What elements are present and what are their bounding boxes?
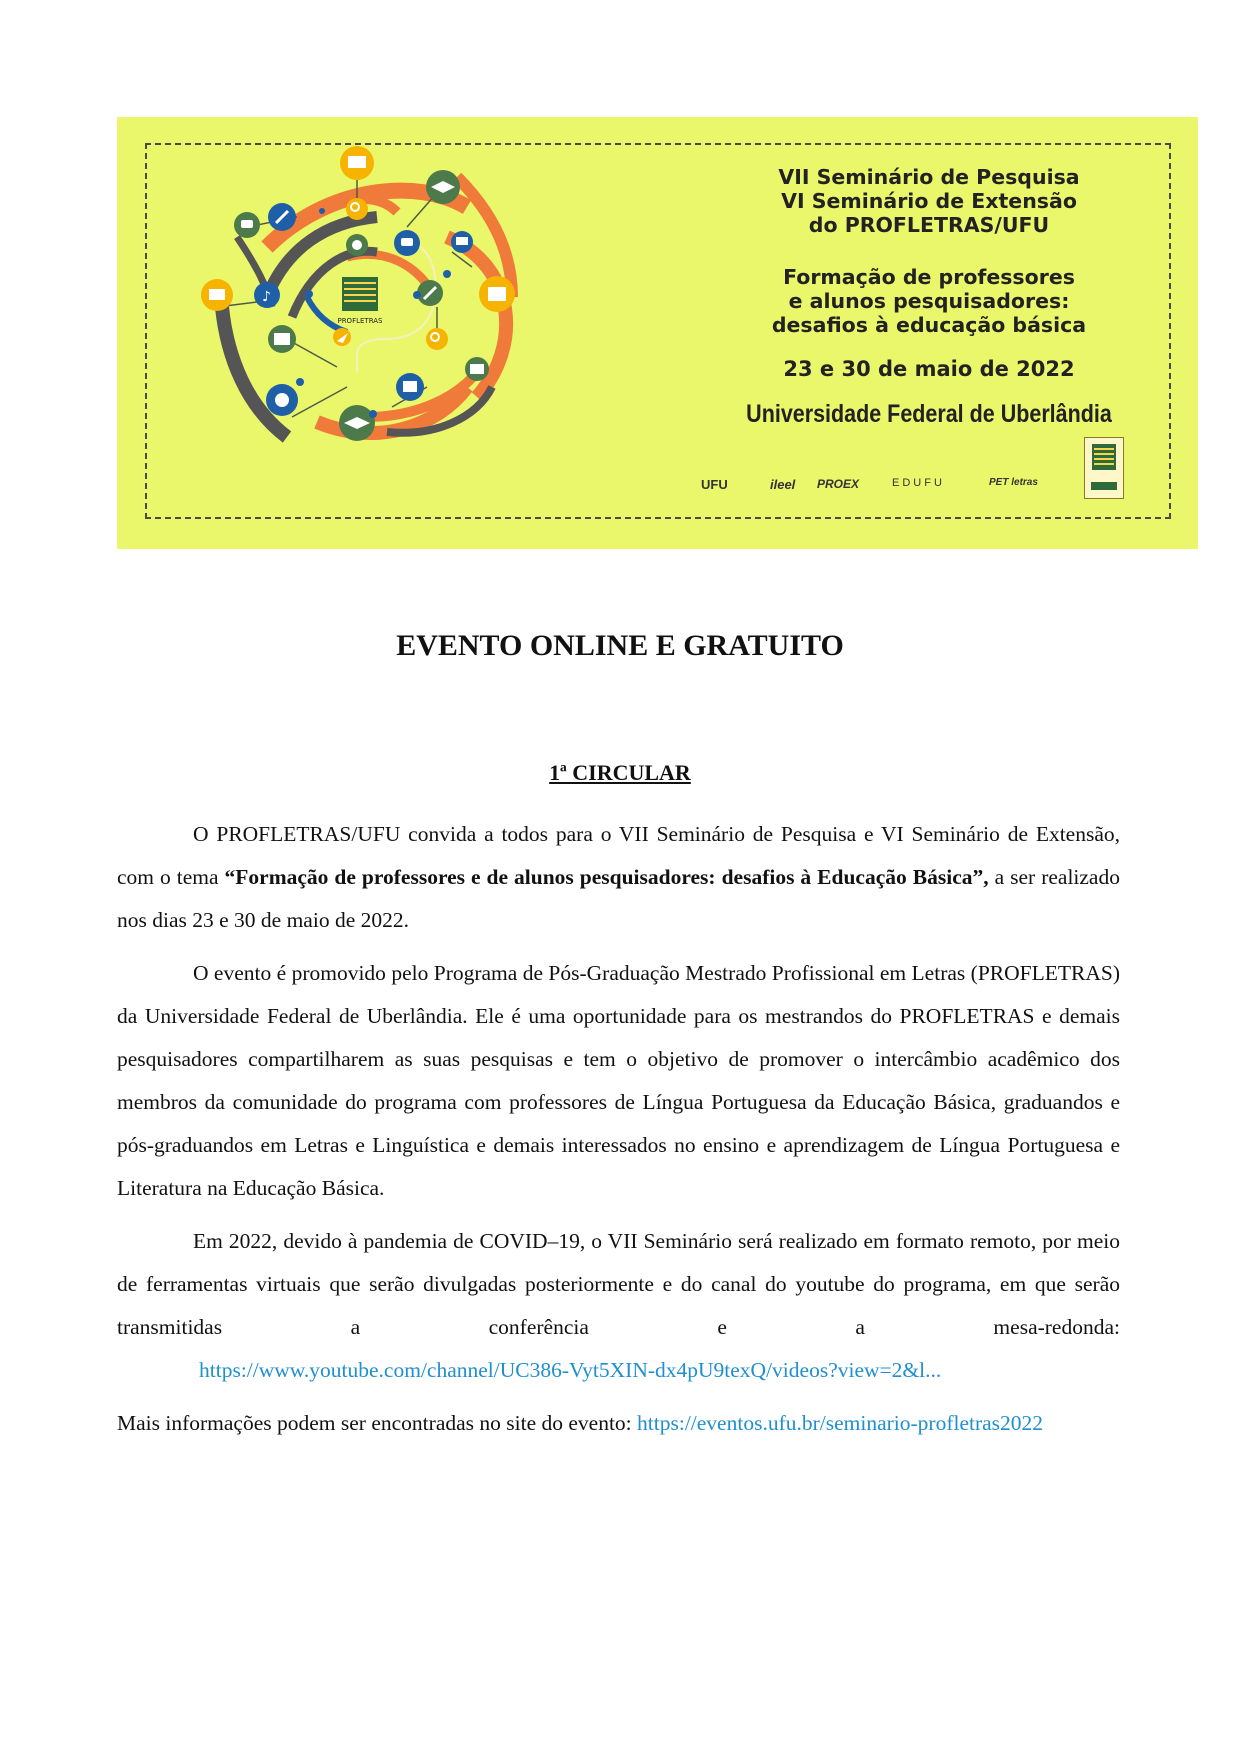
music-icon bbox=[254, 282, 280, 308]
event-banner bbox=[117, 117, 1198, 549]
globe-icon bbox=[266, 384, 298, 416]
svg-text:♪: ♪ bbox=[262, 289, 271, 305]
proex-logo: PROEX bbox=[817, 477, 860, 491]
search-icon bbox=[346, 198, 368, 220]
page-heading: EVENTO ONLINE E GRATUITO bbox=[396, 629, 844, 662]
bank-icon bbox=[396, 373, 424, 401]
profletras-logo bbox=[337, 277, 383, 325]
edufu-logo: EDUFU bbox=[892, 477, 945, 489]
banner-theme-line: Formação de professores bbox=[783, 265, 1075, 289]
pet-letras-logo: PET letras bbox=[989, 477, 1038, 488]
book-icon bbox=[465, 357, 489, 381]
banner-theme-line: desafios à educação básica bbox=[771, 313, 1087, 337]
event-site-link[interactable]: https://eventos.ufu.br/seminario-profletras2022 bbox=[637, 1411, 1044, 1435]
graduation-cap-icon bbox=[426, 170, 460, 204]
pen-icon bbox=[268, 203, 296, 231]
chat-icon bbox=[234, 212, 260, 238]
book-icon bbox=[268, 325, 296, 353]
globe-icon bbox=[346, 234, 368, 256]
svg-text:PROFLETRAS: PROFLETRAS bbox=[337, 317, 383, 325]
circular-title: 1ª CIRCULAR bbox=[549, 760, 691, 785]
pen-icon bbox=[417, 280, 443, 306]
banner-dates: 23 e 30 de maio de 2022 bbox=[783, 357, 1075, 381]
paragraph-more-info: Mais informações podem ser encontradas no site do evento: https://eventos.ufu.br/seminario-profletras2022 bbox=[117, 1411, 1044, 1435]
ileel-logo: ileel bbox=[770, 477, 796, 492]
paragraph-format: Em 2022, devido à pandemia de COVID–19, o VII Seminário será realizado em formato remoto, por meio de ferramentas virtuais que serão divulgadas posteriormente e do canal do youtube do programa, em que serão transmitidas a conferência e a mesa-redonda: https://www.youtube.com/channel/UC386-Vyt5XIN-dx4pU9texQ/videos?view=2&l... bbox=[117, 1220, 1120, 1392]
profletras-small-logo bbox=[1084, 437, 1124, 499]
bank-icon bbox=[479, 276, 515, 312]
event-theme: “Formação de professores e de alunos pesquisadores: desafios à Educação Básica”, bbox=[224, 865, 989, 889]
banner-title-line: VI Seminário de Extensão bbox=[781, 189, 1077, 213]
send-icon bbox=[333, 328, 351, 346]
monitor-icon bbox=[451, 231, 473, 253]
network-illustration bbox=[117, 117, 677, 549]
youtube-channel-link[interactable]: https://www.youtube.com/channel/UC386-Vyt5XIN-dx4pU9texQ/videos?view=2&l... bbox=[199, 1358, 942, 1382]
paragraph-invitation: O PROFLETRAS/UFU convida a todos para o VII Seminário de Pesquisa e VI Seminário de Extensão, com o tema “Formação de professores e de alunos pesquisadores: desafios à Educação Básica”, a ser realizado nos dias 23 e 30 de maio de 2022. bbox=[117, 822, 1120, 932]
banner-title-line: VII Seminário de Pesquisa bbox=[778, 165, 1080, 189]
graduation-cap-icon bbox=[339, 405, 375, 441]
blue-arc bbox=[307, 297, 347, 332]
document-body bbox=[117, 813, 1120, 1455]
monitor-icon bbox=[340, 146, 374, 180]
monitor-icon bbox=[201, 279, 233, 311]
chat-icon bbox=[394, 230, 420, 256]
banner-title-line: do PROFLETRAS/UFU bbox=[808, 213, 1050, 237]
ufu-logo: UFU bbox=[701, 477, 728, 492]
paragraph-about: O evento é promovido pelo Programa de Pós-Graduação Mestrado Profissional em Letras (PROFLETRAS) da Universidade Federal de Uberlândia. Ele é uma oportunidade para os mestrandos do PROFLETRAS e demais pesquisadores compartilharem as suas pesquisas e tem o objetivo de promover o intercâmbio acadêmico dos membros da comunidade do programa com professores de Língua Portuguesa da Educação Básica, graduandos e pós-graduandos em Letras e Linguística e demais interessados no ensino e aprendizagem de Língua Portuguesa e Literatura na Educação Básica. bbox=[117, 961, 1120, 1200]
banner-university: Universidade Federal de Uberlândia bbox=[746, 400, 1112, 428]
banner-theme-line: e alunos pesquisadores: bbox=[788, 289, 1070, 313]
search-icon bbox=[426, 328, 448, 350]
